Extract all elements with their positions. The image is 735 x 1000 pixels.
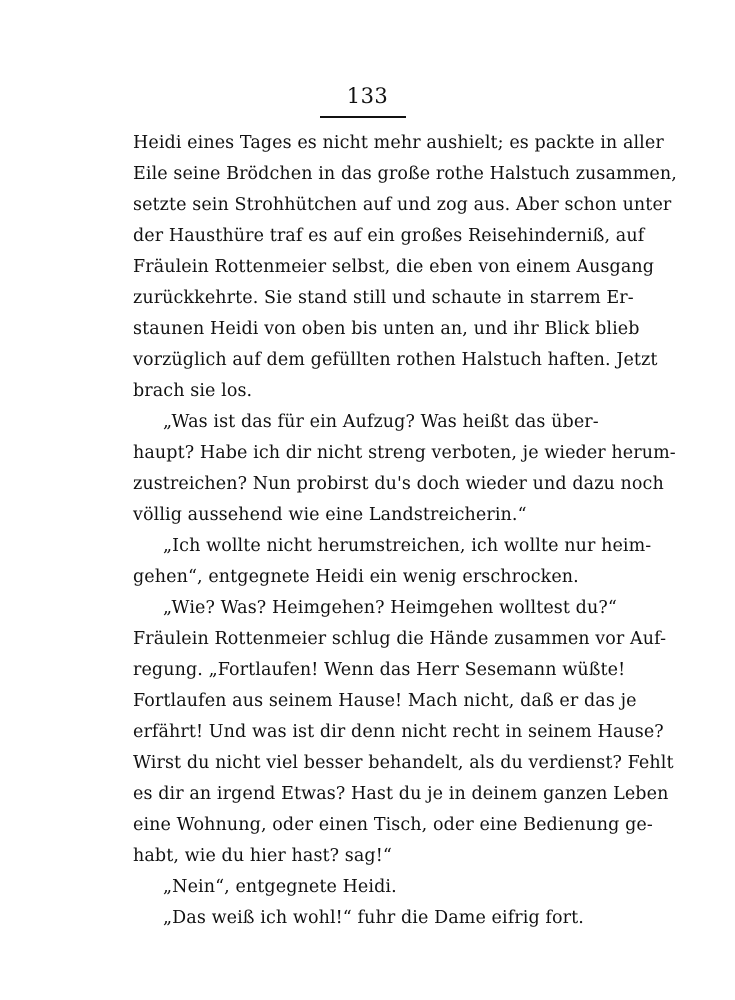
text-line: haupt? Habe ich dir nicht streng verboten, je wieder herum-	[133, 443, 676, 463]
text-line: Fräulein Rottenmeier selbst, die eben von einem Ausgang	[133, 257, 655, 277]
text-line: habt, wie du hier hast? sag!“	[133, 846, 392, 866]
text-line: der Hausthüre traf es auf ein großes Reisehinderniß, auf	[133, 226, 645, 246]
text-line: völlig aussehend wie eine Landstreicherin.“	[133, 505, 527, 525]
text-line: setzte sein Strohhütchen auf und zog aus. Aber schon unter	[133, 195, 672, 215]
text-line: Fräulein Rottenmeier schlug die Hände zusammen vor Auf-	[133, 629, 667, 649]
text-line: zustreichen? Nun probirst du's doch wieder und dazu noch	[133, 474, 664, 494]
text-line: regung. „Fortlaufen! Wenn das Herr Sesemann wüßte!	[133, 660, 626, 680]
text-line: staunen Heidi von oben bis unten an, und ihr Blick blieb	[133, 319, 640, 339]
page-number-rule	[320, 116, 406, 118]
text-line: „Was ist das für ein Aufzug? Was heißt das über-	[163, 412, 599, 432]
text-line: es dir an irgend Etwas? Hast du je in deinem ganzen Leben	[133, 784, 669, 804]
text-line: erfährt! Und was ist dir denn nicht recht in seinem Hause?	[133, 722, 664, 742]
text-line: brach sie los.	[133, 381, 253, 401]
text-line: eine Wohnung, oder einen Tisch, oder eine Bedienung ge-	[133, 815, 653, 835]
text-line: zurückkehrte. Sie stand still und schaute in starrem Er-	[133, 288, 634, 308]
text-line: Fortlaufen aus seinem Hause! Mach nicht, daß er das je	[133, 691, 637, 711]
text-line: Wirst du nicht viel besser behandelt, als du verdienst? Fehlt	[133, 753, 674, 773]
text-line: „Ich wollte nicht herumstreichen, ich wollte nur heim-	[163, 536, 652, 556]
text-line: „Wie? Was? Heimgehen? Heimgehen wolltest du?“	[163, 598, 617, 618]
text-line: „Nein“, entgegnete Heidi.	[163, 877, 397, 897]
text-line: gehen“, entgegnete Heidi ein wenig erschrocken.	[133, 567, 579, 587]
body-text	[133, 128, 677, 934]
text-line: „Das weiß ich wohl!“ fuhr die Dame eifrig fort.	[163, 908, 584, 928]
text-line: Eile seine Brödchen in das große rothe Halstuch zusammen,	[133, 164, 677, 184]
text-line: Heidi eines Tages es nicht mehr aushielt; es packte in aller	[133, 133, 664, 153]
text-line: vorzüglich auf dem gefüllten rothen Halstuch haften. Jetzt	[133, 350, 658, 370]
page-number: 133	[346, 84, 389, 108]
